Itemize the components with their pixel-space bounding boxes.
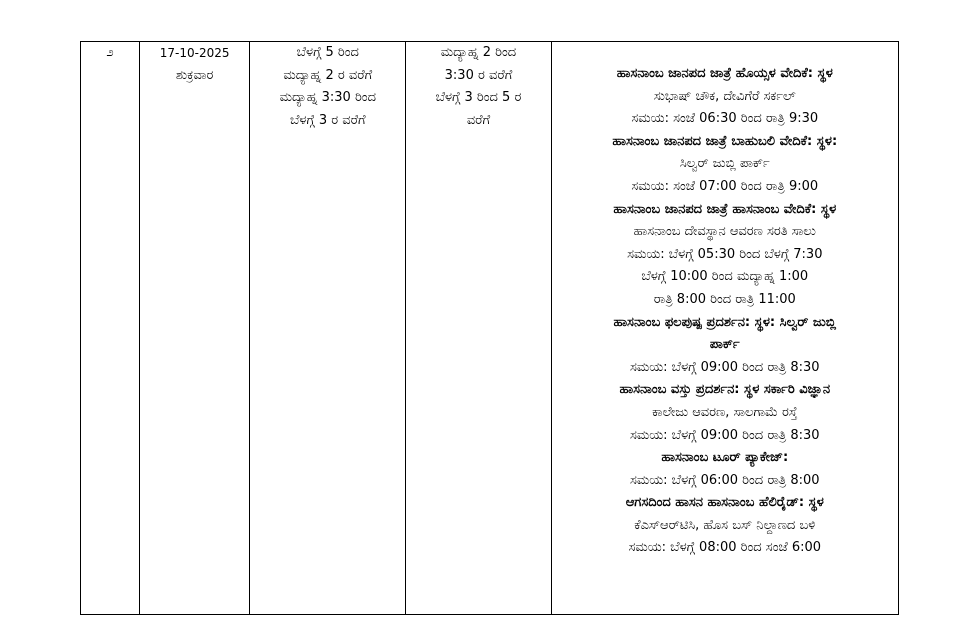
event-place: ಪಾರ್ಕ್ (709, 337, 740, 353)
event-title: ಹಾಸನಾಂಬ ಟೂರ್ ಪ್ಯಾಕೇಜ್: (661, 450, 789, 466)
event-time: ಸಮಯ: ಸಂಜೆ 07:00 ರಿಂದ ರಾತ್ರಿ 9:00 (631, 178, 819, 194)
event-title: ಹಾಸನಾಂಬ ಜಾನಪದ ಜಾತ್ರೆ ಹಾಸನಾಂಬ ವೇದಿಕೆ: ಸ್ಥಳ (613, 201, 837, 217)
schedule-table (80, 41, 899, 615)
events-cell (551, 42, 898, 615)
time-block-1-line: ಮದ್ಯಾಹ್ನ 3:30 ರಿಂದ (279, 90, 376, 106)
event-time: ರಾತ್ರಿ 8:00 ರಿಂದ ರಾತ್ರಿ 11:00 (653, 291, 796, 307)
time-block-2-line: ವರೆಗೆ (466, 112, 491, 128)
serial-number-cell (81, 42, 140, 615)
day-text: ಶುಕ್ರವಾರ (175, 67, 214, 83)
event-time: ಸಮಯ: ಬೆಳಗ್ಗೆ 05:30 ರಿಂದ ಬೆಳಗ್ಗೆ 7:30 (627, 246, 823, 262)
event-title: ಆಗಸದಿಂದ ಹಾಸನ ಹಾಸನಾಂಬ ಹೆಲಿರೈಡ್: ಸ್ಥಳ (625, 495, 824, 511)
event-place: ಕೆಎಸ್‌ಆರ್‌ಟಿಸಿ, ಹೊಸ ಬಸ್ ನಿಲ್ದಾಣದ ಬಳಿ (634, 517, 816, 533)
event-time: ಸಮಯ: ಬೆಳಗ್ಗೆ 08:00 ರಿಂದ ಸಂಜೆ 6:00 (628, 540, 822, 556)
time-block-2-line: 3:30 ರ ವರೆಗೆ (444, 67, 513, 83)
date-cell (140, 42, 250, 615)
serial-number: ೨ (106, 45, 114, 60)
event-title: ಹಾಸನಾಂಬ ಜಾನಪದ ಜಾತ್ರೆ ಬಾಹುಬಲಿ ವೇದಿಕೆ: ಸ್ಥಳ: (612, 133, 838, 149)
event-time: ಸಮಯ: ಬೆಳಗ್ಗೆ 06:00 ರಿಂದ ರಾತ್ರಿ 8:00 (629, 472, 820, 488)
event-time: ಸಮಯ: ಸಂಜೆ 06:30 ರಿಂದ ರಾತ್ರಿ 9:30 (631, 111, 819, 127)
time-block-1-line: ಮದ್ಯಾಹ್ನ 2 ರ ವರೆಗೆ (283, 67, 373, 83)
time-block-1-line: ಬೆಳಗ್ಗೆ 3 ರ ವರೆಗೆ (289, 112, 366, 128)
event-title: ಹಾಸನಾಂಬ ವಸ್ತು ಪ್ರದರ್ಶನ: ಸ್ಥಳ ಸರ್ಕಾರಿ ವಿಜ್ಞಾನ (619, 382, 831, 398)
table-row (81, 42, 899, 615)
event-time: ಸಮಯ: ಬೆಳಗ್ಗೆ 09:00 ರಿಂದ ರಾತ್ರಿ 8:30 (629, 427, 820, 443)
time-block-2-cell (406, 42, 551, 615)
time-block-2-line: ಬೆಳಗ್ಗೆ 3 ರಿಂದ 5 ರ (435, 90, 522, 106)
event-place: ಸಿಲ್ವರ್ ಜುಬ್ಲಿ ಪಾರ್ಕ್ (679, 156, 770, 172)
date-text: 17-10-2025 (159, 46, 230, 60)
event-place: ಹಾಸನಾಂಬ ದೇವಸ್ಥಾನ ಆವರಣ ಸರತಿ ಸಾಲು (633, 224, 816, 240)
event-place: ಸುಭಾಷ್ ಚೌಕ, ದೇವಿಗೆರೆ ಸರ್ಕಲ್ (653, 88, 796, 104)
event-time: ಸಮಯ: ಬೆಳಗ್ಗೆ 09:00 ರಿಂದ ರಾತ್ರಿ 8:30 (629, 359, 820, 375)
time-block-1-line: ಬೆಳಗ್ಗೆ 5 ರಿಂದ (296, 45, 359, 60)
event-place: ಕಾಲೇಜು ಆವರಣ, ಸಾಲಗಾಮೆ ರಸ್ತೆ (652, 404, 798, 420)
event-title: ಹಾಸನಾಂಬ ಫಲಪುಷ್ಪ ಪ್ರದರ್ಶನ: ಸ್ಥಳ: ಸಿಲ್ವರ್ ಜುಬ್ಲಿ (613, 314, 837, 330)
time-block-1-cell (250, 42, 406, 615)
event-title: ಹಾಸನಾಂಬ ಜಾನಪದ ಜಾತ್ರೆ ಹೊಯ್ಸಳ ವೇದಿಕೆ: ಸ್ಥಳ (616, 66, 833, 81)
time-block-2-line: ಮದ್ಯಾಹ್ನ 2 ರಿಂದ (440, 45, 517, 60)
event-time: ಬೆಳಗ್ಗೆ 10:00 ರಿಂದ ಮದ್ಯಾಹ್ನ 1:00 (641, 269, 809, 285)
